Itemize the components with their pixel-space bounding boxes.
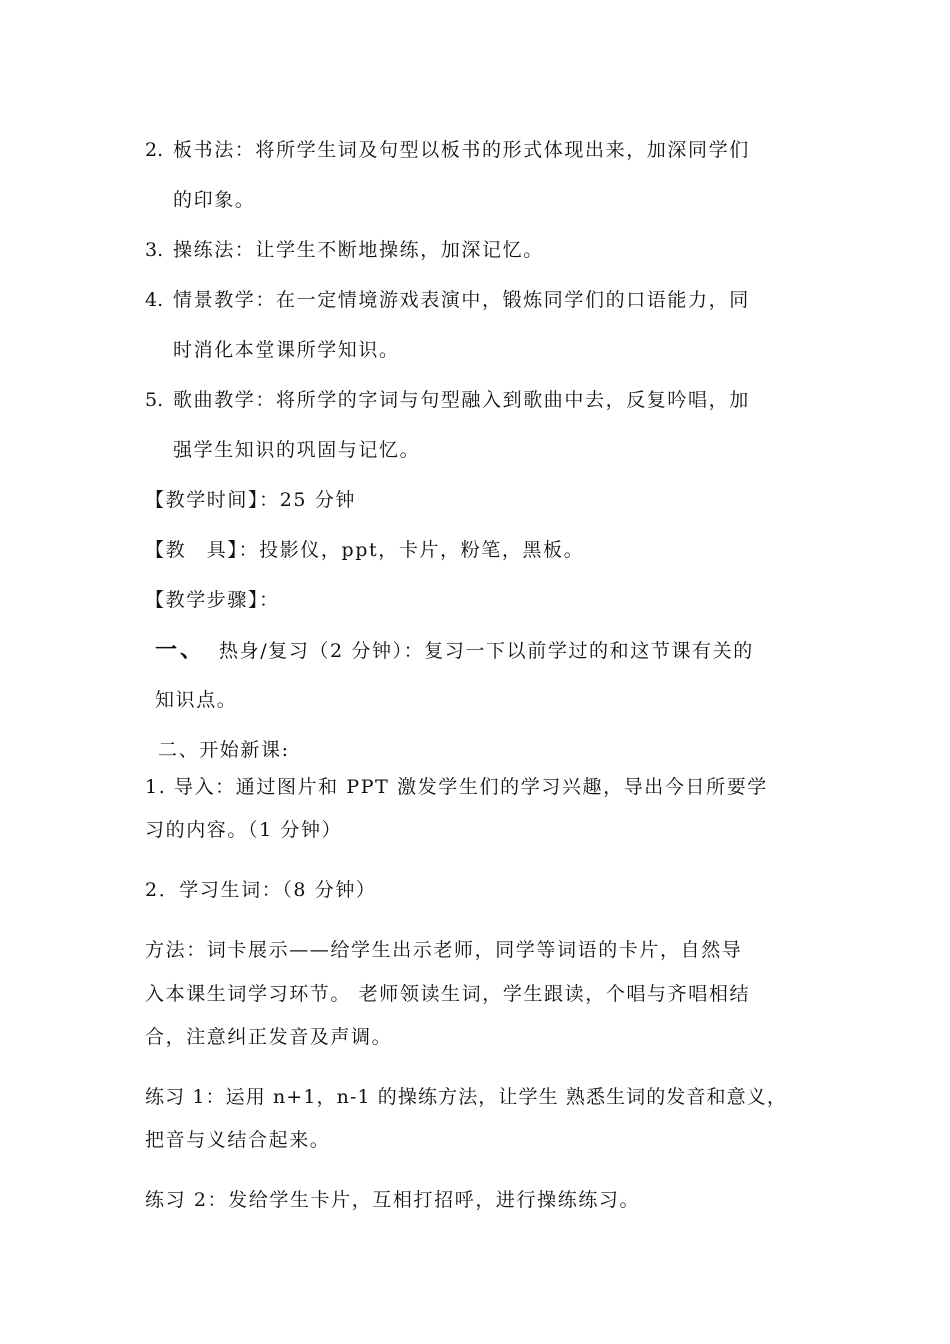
method-3-number: 3.	[145, 239, 164, 261]
method-2-line-1	[145, 138, 750, 162]
method-2-line-2: 的印象。	[173, 189, 256, 211]
method-5-line-2: 强学生知识的巩固与记忆。	[173, 439, 421, 461]
method-5-text: 歌曲教学：将所学的字词与句型融入到歌曲中去，反复吟唱，加	[173, 389, 750, 411]
teaching-steps-heading: 【教学步骤】：	[145, 589, 280, 611]
method-desc-line-3: 合，注意纠正发音及声调。	[145, 1026, 393, 1048]
method-4-number: 4.	[145, 289, 164, 311]
method-4-line-2: 时消化本堂课所学知识。	[173, 339, 400, 361]
teaching-tools: 【教 具】：投影仪，ppt，卡片，粉笔，黑板。	[145, 539, 585, 561]
method-5-number: 5.	[145, 389, 164, 411]
step-1-line-2: 知识点。	[155, 689, 238, 711]
exercise-1-line-1: 练习 1：运用 n+1，n-1 的操练方法，让学生 熟悉生词的发音和意义，	[145, 1086, 787, 1108]
exercise-1-line-2: 把音与义结合起来。	[145, 1129, 331, 1151]
method-4-line-1	[145, 288, 750, 312]
intro-line-1: 1. 导入：通过图片和 PPT 激发学生们的学习兴趣，导出今日所要学	[145, 776, 768, 798]
step-1-marker: 一、	[155, 637, 206, 663]
vocab-heading: 2．学习生词：（8 分钟）	[145, 879, 377, 901]
method-4-text: 情景教学：在一定情境游戏表演中，锻炼同学们的口语能力，同	[173, 289, 750, 311]
method-3-text: 操练法：让学生不断地操练，加深记忆。	[173, 239, 544, 261]
teaching-time: 【教学时间】：25 分钟	[145, 489, 356, 511]
method-desc-line-1: 方法：词卡展示——给学生出示老师，同学等词语的卡片，自然导	[145, 939, 743, 961]
step-1-text: 热身/复习（2 分钟）：复习一下以前学过的和这节课有关的	[219, 640, 754, 662]
method-2-number: 2.	[145, 139, 164, 161]
method-2-text: 板书法：将所学生词及句型以板书的形式体现出来，加深同学们	[173, 139, 750, 161]
method-5-line-1	[145, 388, 750, 412]
step-1-line-1	[155, 638, 754, 663]
method-3-line-1	[145, 238, 544, 262]
step-2-heading: 二、开始新课:	[158, 739, 290, 761]
intro-line-2: 习的内容。（1 分钟）	[145, 819, 343, 841]
method-desc-line-2: 入本课生词学习环节。 老师领读生词，学生跟读，个唱与齐唱相结	[145, 983, 751, 1005]
exercise-2: 练习 2：发给学生卡片，互相打招呼，进行操练练习。	[145, 1189, 641, 1211]
